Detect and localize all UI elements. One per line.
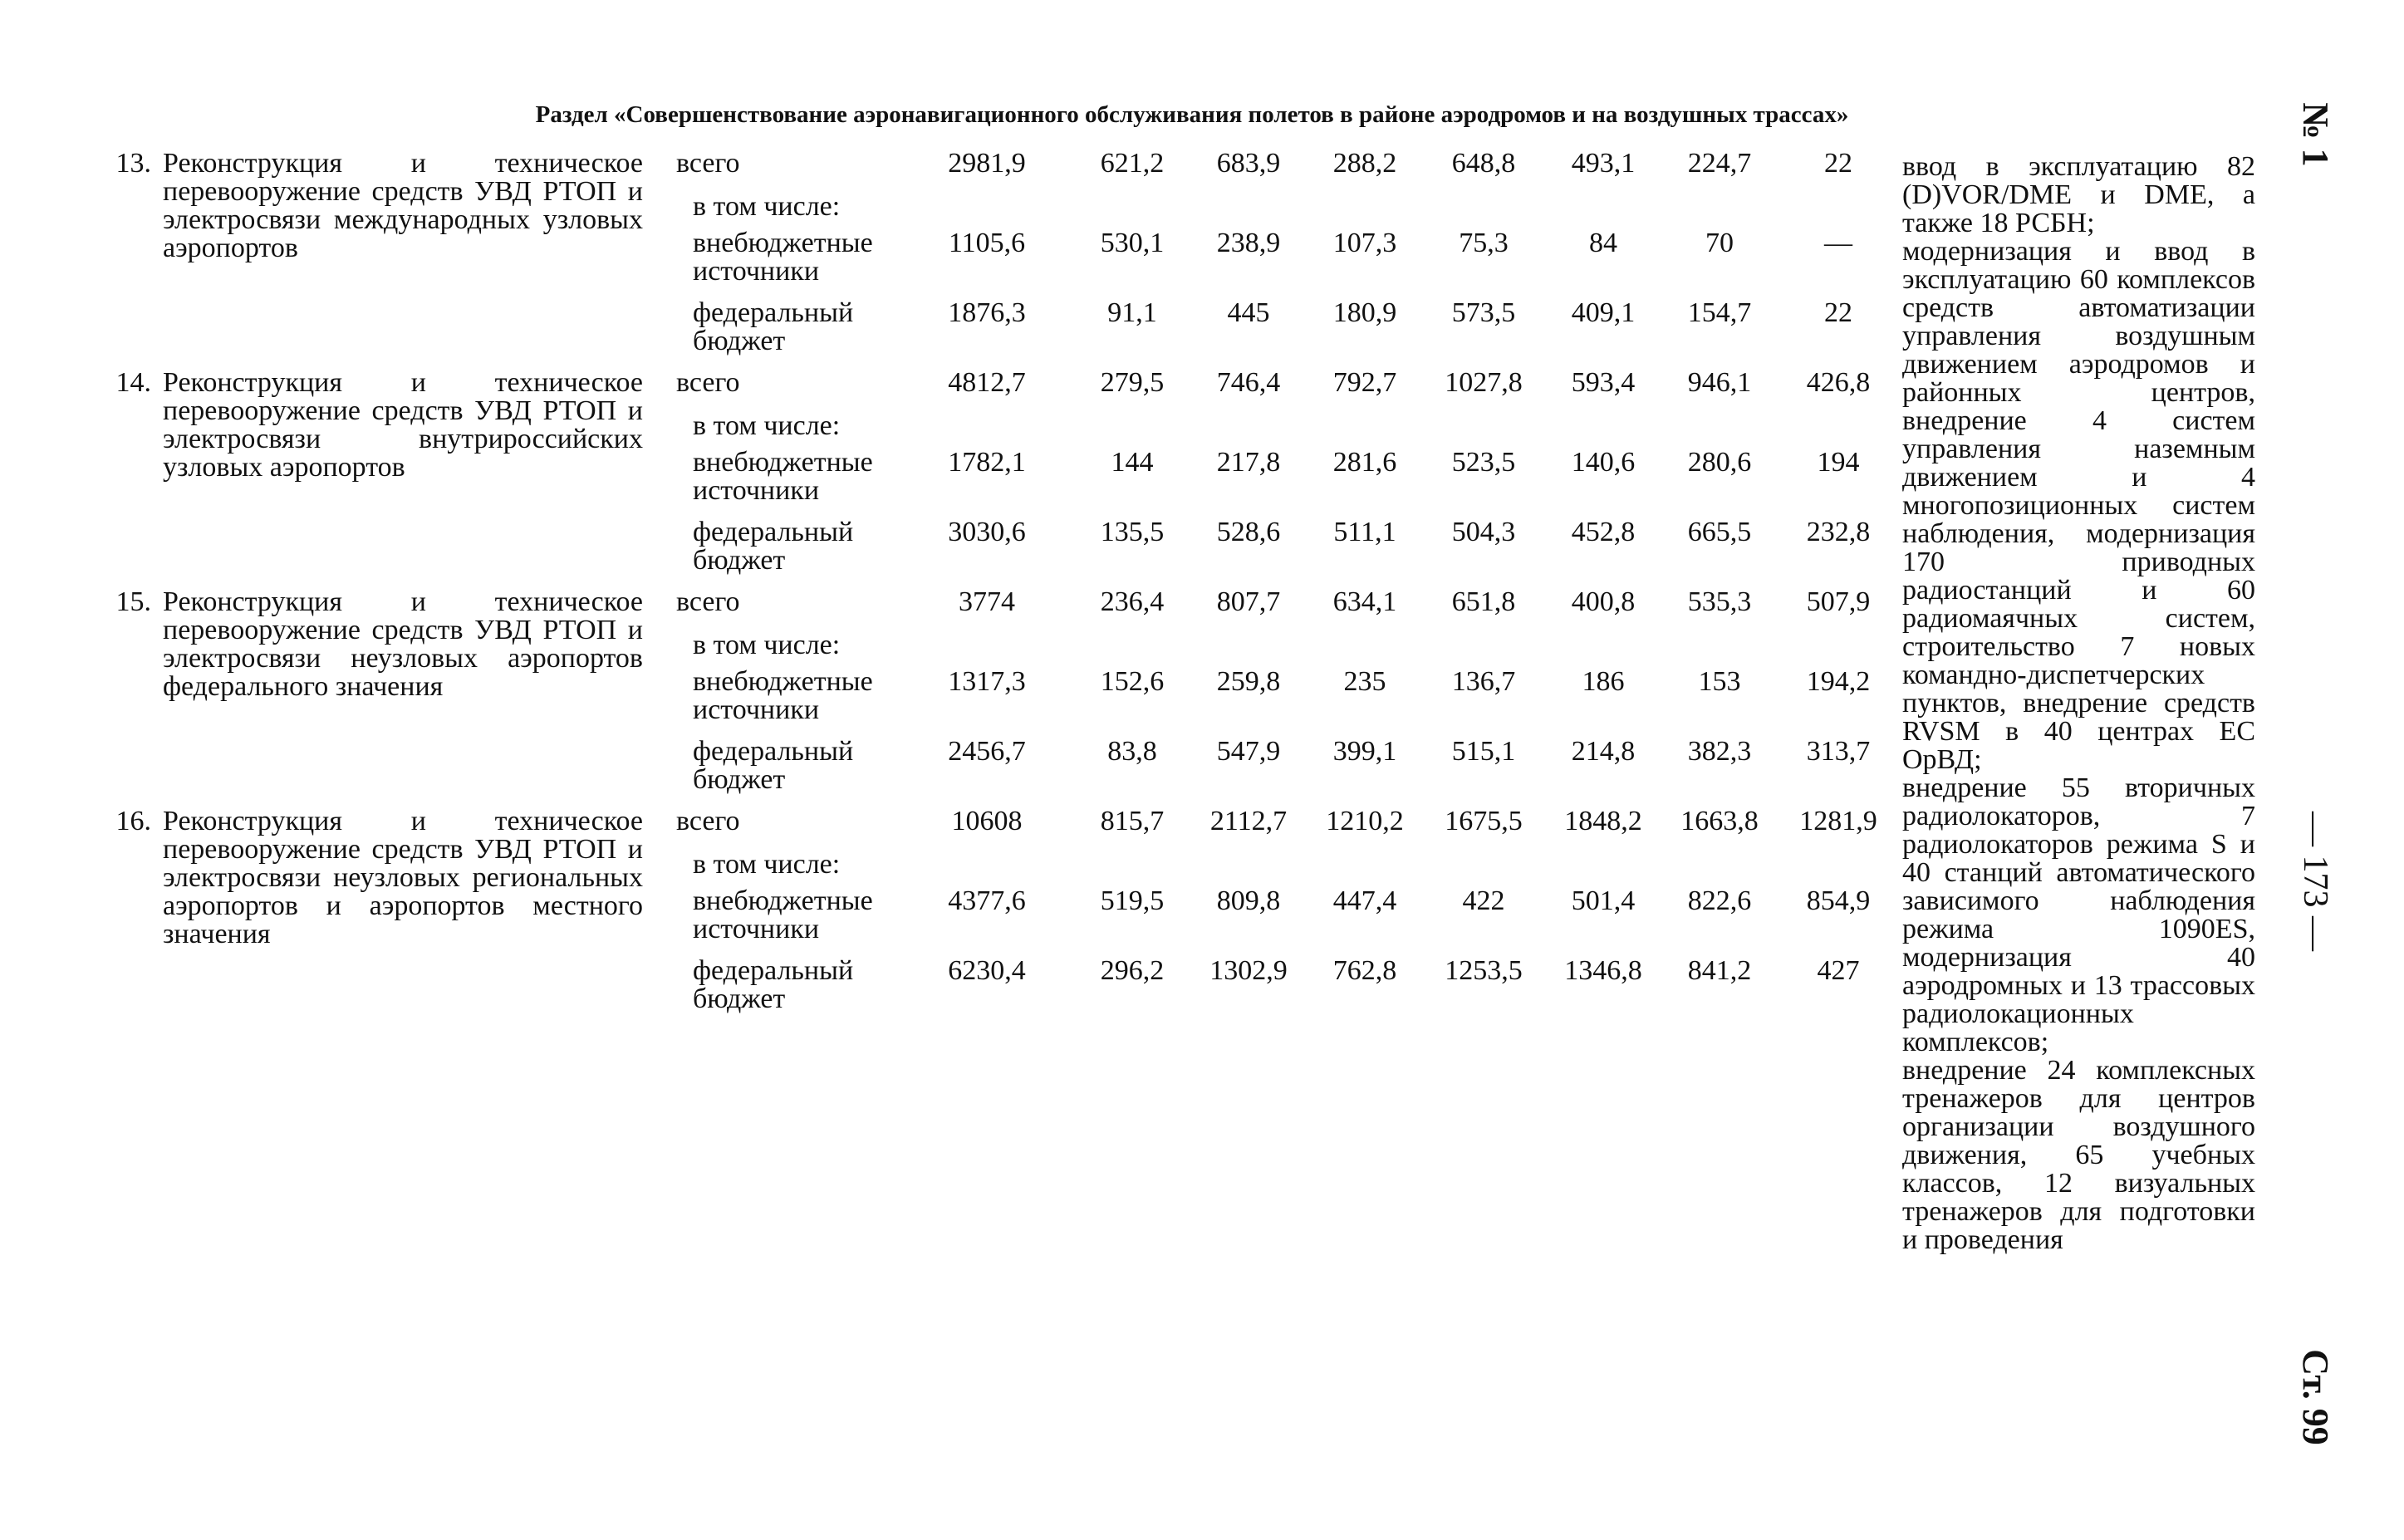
- table-cell: 854,9: [1806, 885, 1871, 916]
- table-cell: 236,4: [1100, 586, 1165, 617]
- expected-results-column: [1902, 153, 2255, 1254]
- table-cell: 792,7: [1332, 367, 1397, 398]
- table-row-extra: [98, 449, 1892, 518]
- table-cell: 313,7: [1806, 736, 1871, 767]
- table-cell: 511,1: [1333, 517, 1396, 547]
- item-number: 14.: [115, 367, 151, 398]
- table-cell: 83,8: [1107, 736, 1157, 767]
- table-cell: 493,1: [1571, 148, 1636, 179]
- table-cell: 762,8: [1332, 955, 1397, 986]
- table-cell: 1663,8: [1680, 806, 1759, 836]
- table-cell: 232,8: [1806, 517, 1871, 547]
- table-cell: 447,4: [1332, 885, 1397, 916]
- table-cell: 1346,8: [1564, 955, 1642, 986]
- table-cell: 409,1: [1571, 297, 1636, 328]
- table-cell: 535,3: [1687, 586, 1752, 617]
- item-number: 13.: [115, 148, 151, 179]
- table-cell: 1848,2: [1564, 806, 1642, 836]
- table-cell: 634,1: [1332, 586, 1397, 617]
- table-row-federal: [98, 518, 1892, 588]
- table-cell: 683,9: [1216, 148, 1281, 179]
- table-cell: 22: [1824, 148, 1852, 179]
- article-number: Ст. 99: [2295, 1349, 2336, 1445]
- table-cell: 399,1: [1332, 736, 1397, 767]
- table-cell: 2981,9: [948, 148, 1026, 179]
- table-cell: 523,5: [1451, 447, 1516, 478]
- table-cell: 648,8: [1451, 148, 1516, 179]
- table-row-federal: [98, 738, 1892, 807]
- source-label-total: всего: [676, 148, 740, 179]
- table-row-extra: [98, 668, 1892, 738]
- table-cell: 1027,8: [1445, 367, 1523, 398]
- item-title: Реконструкция и техническое перевооружение средств УВД РТОП и электросвязи неузловых аэропортов федерального значения: [163, 586, 643, 702]
- table-cell: 507,9: [1806, 586, 1871, 617]
- note-paragraph: ввод в эксплуатацию 82 (D)VOR/DME и DME, а также 18 РСБН;: [1902, 151, 2255, 238]
- table-cell: 214,8: [1571, 736, 1636, 767]
- table-cell: 280,6: [1687, 447, 1752, 478]
- table-cell: 1675,5: [1445, 806, 1523, 836]
- issue-number: № 1: [2295, 102, 2336, 167]
- table-cell: 75,3: [1459, 228, 1509, 258]
- table-cell: 107,3: [1332, 228, 1397, 258]
- table-cell: 91,1: [1107, 297, 1157, 328]
- table-cell: 746,4: [1216, 367, 1281, 398]
- table-cell: 445: [1227, 297, 1270, 328]
- table-cell: 1253,5: [1445, 955, 1523, 986]
- table-cell: 2112,7: [1209, 806, 1288, 836]
- table-cell: 153: [1698, 666, 1741, 697]
- table-cell: 144: [1111, 447, 1154, 478]
- table-row-federal: [98, 957, 1892, 1027]
- table-cell: 235: [1343, 666, 1386, 697]
- table-cell: 6230,4: [948, 955, 1026, 986]
- program-table: [98, 150, 1892, 1027]
- source-label-including: в том числе:: [693, 191, 841, 222]
- table-cell: 841,2: [1687, 955, 1752, 986]
- table-cell: 279,5: [1100, 367, 1165, 398]
- table-cell: 10608: [951, 806, 1023, 836]
- table-cell: 1302,9: [1209, 955, 1288, 986]
- table-cell: 288,2: [1332, 148, 1397, 179]
- table-cell: 154,7: [1687, 297, 1752, 328]
- item-title: Реконструкция и техническое перевооружение средств УВД РТОП и электросвязи международных узловых аэропортов: [163, 148, 643, 263]
- table-row-federal: [98, 299, 1892, 369]
- table-cell: 651,8: [1451, 586, 1516, 617]
- source-label-total: всего: [676, 367, 740, 398]
- table-cell: 1876,3: [948, 297, 1026, 328]
- table-cell: 238,9: [1216, 228, 1281, 258]
- table-cell: 426,8: [1806, 367, 1871, 398]
- table-cell: 1782,1: [948, 447, 1026, 478]
- source-label-total: всего: [676, 586, 740, 617]
- table-cell: 136,7: [1451, 666, 1516, 697]
- section-title: Раздел «Совершенствование аэронавигационного обслуживания полетов в районе аэродромов и на воздушных трассах»: [535, 101, 1849, 128]
- table-cell: 400,8: [1571, 586, 1636, 617]
- page-margin-labels: [2261, 100, 2369, 1462]
- table-cell: 135,5: [1100, 517, 1165, 547]
- source-label-federal: федеральный бюджет: [693, 955, 854, 1014]
- table-row-group: [98, 588, 1892, 807]
- table-cell: 946,1: [1687, 367, 1752, 398]
- table-cell: 194: [1817, 447, 1860, 478]
- item-number: 16.: [115, 806, 151, 836]
- source-label-extra: внебюджетные источники: [693, 666, 873, 725]
- table-cell: 593,4: [1571, 367, 1636, 398]
- table-row-group: [98, 807, 1892, 1027]
- table-cell: 665,5: [1687, 517, 1752, 547]
- table-row-including: [98, 412, 1892, 445]
- table-cell: 152,6: [1100, 666, 1165, 697]
- table-row-including: [98, 851, 1892, 884]
- source-label-extra: внебюджетные источники: [693, 447, 873, 506]
- table-cell: 528,6: [1216, 517, 1281, 547]
- source-label-including: в том числе:: [693, 630, 841, 660]
- item-number: 15.: [115, 586, 151, 617]
- table-cell: 1210,2: [1326, 806, 1404, 836]
- table-cell: 501,4: [1571, 885, 1636, 916]
- table-row-extra: [98, 887, 1892, 957]
- table-cell: 547,9: [1216, 736, 1281, 767]
- table-cell: 1281,9: [1799, 806, 1877, 836]
- table-cell: 1317,3: [948, 666, 1026, 697]
- source-label-including: в том числе:: [693, 410, 841, 441]
- table-cell: 515,1: [1451, 736, 1516, 767]
- item-title: Реконструкция и техническое перевооружение средств УВД РТОП и электросвязи внутрироссийских узловых аэропортов: [163, 367, 643, 483]
- source-label-federal: федеральный бюджет: [693, 736, 854, 795]
- source-label-federal: федеральный бюджет: [693, 297, 854, 356]
- table-cell: 140,6: [1571, 447, 1636, 478]
- table-cell: 452,8: [1571, 517, 1636, 547]
- table-row-including: [98, 631, 1892, 665]
- table-row-group: [98, 369, 1892, 588]
- table-row-group: [98, 150, 1892, 369]
- table-cell: 186: [1582, 666, 1625, 697]
- table-row-including: [98, 193, 1892, 226]
- table-cell: 2456,7: [948, 736, 1026, 767]
- table-cell: 4812,7: [948, 367, 1026, 398]
- table-cell: 573,5: [1451, 297, 1516, 328]
- note-paragraph: внедрение 24 комплексных тренажеров для центров организации воздушного движения, 65 учебных классов, 12 визуальных тренажеров для подготовки и проведения: [1902, 1055, 2255, 1255]
- table-cell: 427: [1817, 955, 1860, 986]
- table-cell: 194,2: [1806, 666, 1871, 697]
- table-cell: —: [1824, 228, 1852, 258]
- table-cell: 807,7: [1216, 586, 1281, 617]
- table-row-extra: [98, 229, 1892, 299]
- table-cell: 382,3: [1687, 736, 1752, 767]
- table-cell: 1105,6: [948, 228, 1026, 258]
- table-cell: 70: [1705, 228, 1734, 258]
- table-cell: 84: [1589, 228, 1617, 258]
- table-cell: 822,6: [1687, 885, 1752, 916]
- page-number: — 173 —: [2296, 812, 2334, 951]
- table-cell: 4377,6: [948, 885, 1026, 916]
- source-label-total: всего: [676, 806, 740, 836]
- table-cell: 815,7: [1100, 806, 1165, 836]
- item-title: Реконструкция и техническое перевооружение средств УВД РТОП и электросвязи неузловых региональных аэропортов и аэропортов местного значения: [163, 806, 643, 949]
- table-cell: 809,8: [1216, 885, 1281, 916]
- note-paragraph: модернизация и ввод в эксплуатацию 60 комплексов средств автоматизации управления воздушным движением аэродромов и районных центров, внедрение 4 систем управления наземным движением и 4 многопозиционных систем наблюдения, модернизация 170 приводных радиостанций и 60 радиомаячных систем, строительство 7 новых командно-диспетчерских пунктов, внедрение средств RVSM в 40 центрах ЕС ОрВД;: [1902, 236, 2255, 775]
- source-label-extra: внебюджетные источники: [693, 228, 873, 287]
- table-cell: 530,1: [1100, 228, 1165, 258]
- table-cell: 504,3: [1451, 517, 1516, 547]
- table-cell: 3774: [959, 586, 1015, 617]
- source-label-federal: федеральный бюджет: [693, 517, 854, 576]
- note-paragraph: внедрение 55 вторичных радиолокаторов, 7 радиолокаторов режима S и 40 станций автоматического зависимого наблюдения режима 1090ES, модернизация 40 аэродромных и 13 трассовых радиолокационных комплексов;: [1902, 772, 2255, 1057]
- table-cell: 3030,6: [948, 517, 1026, 547]
- table-cell: 519,5: [1100, 885, 1165, 916]
- table-cell: 224,7: [1687, 148, 1752, 179]
- table-cell: 217,8: [1216, 447, 1281, 478]
- source-label-including: в том числе:: [693, 849, 841, 880]
- table-cell: 621,2: [1100, 148, 1165, 179]
- table-cell: 22: [1824, 297, 1852, 328]
- table-cell: 281,6: [1332, 447, 1397, 478]
- table-cell: 180,9: [1332, 297, 1397, 328]
- table-cell: 259,8: [1216, 666, 1281, 697]
- table-cell: 422: [1462, 885, 1505, 916]
- source-label-extra: внебюджетные источники: [693, 885, 873, 944]
- table-cell: 296,2: [1100, 955, 1165, 986]
